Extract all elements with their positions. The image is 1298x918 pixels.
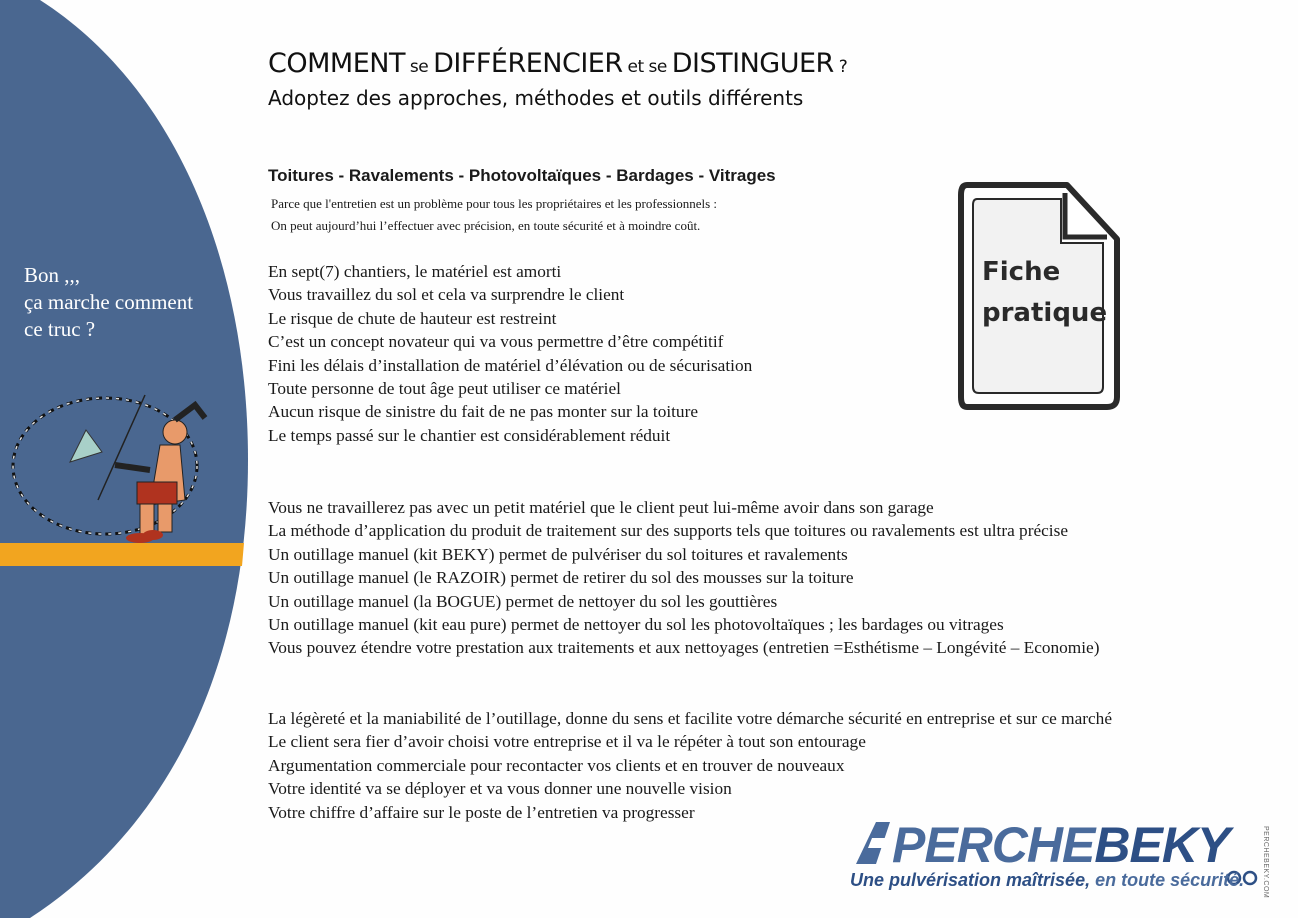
list-item: Aucun risque de sinistre du fait de ne pas monter sur la toiture	[268, 402, 698, 422]
aside-line: Bon ,,,	[24, 263, 81, 287]
list-item: C’est un concept novateur qui va vous permettre d’être compétitif	[268, 332, 724, 352]
list-item: Un outillage manuel (la BOGUE) permet de nettoyer du sol les gouttières	[268, 591, 778, 611]
logo-word: BEKY	[1094, 817, 1230, 873]
list-item: Fini les délais d’installation de matériel d’élévation ou de sécurisation	[268, 355, 753, 375]
list-item: Un outillage manuel (le RAZOIR) permet de retirer du sol des mousses sur la toiture	[268, 568, 854, 588]
intro-text	[271, 193, 717, 237]
list-item: Un outillage manuel (kit BEKY) permet de pulvériser du sol toitures et ravalements	[268, 544, 848, 564]
slogan-part: en toute sécurité.	[1090, 870, 1245, 890]
aside-line: ce truc ?	[24, 317, 96, 341]
list-item: Vous ne travaillerez pas avec un petit matériel que le client peut lui-même avoir dans son garage	[268, 498, 934, 517]
aside-line: ça marche comment	[24, 290, 194, 314]
page-subtitle: Adoptez des approches, méthodes et outils différents	[268, 86, 804, 110]
list-item: En sept(7) chantiers, le matériel est amorti	[268, 262, 562, 281]
categories-heading: Toitures - Ravalements - Photovoltaïques - Bardages - Vitrages	[268, 166, 776, 185]
fiche-label	[982, 252, 1107, 334]
list-item: Le temps passé sur le chantier est considérablement réduit	[268, 425, 671, 445]
list-item: Un outillage manuel (kit eau pure) permet de nettoyer du sol les photovoltaïques ; les bardages ou vitrages	[268, 615, 1004, 635]
orange-stripe	[0, 543, 244, 566]
title-part: ?	[833, 57, 848, 77]
logo-word: PERCHE	[892, 817, 1095, 873]
list-item: Le risque de chute de hauteur est restreint	[268, 308, 557, 328]
benefits-list-3	[268, 707, 1112, 824]
logo-wordmark	[892, 816, 1229, 874]
benefits-list-2	[268, 496, 1099, 660]
title-part: DISTINGUER	[671, 48, 834, 79]
title-part: et se	[622, 57, 672, 77]
title-part: DIFFÉRENCIER	[433, 48, 623, 79]
list-item: Vous pouvez étendre votre prestation aux traitements et aux nettoyages (entretien =Esthétisme – Longévité – Economie)	[268, 638, 1100, 658]
list-item: Toute personne de tout âge peut utiliser ce matériel	[268, 379, 621, 399]
intro-line: Parce que l'entretien est un problème pour tous les propriétaires et les professionnels :	[271, 196, 718, 211]
title-part: COMMENT	[268, 48, 405, 79]
aside-question	[24, 262, 193, 343]
fiche-line: Fiche	[982, 257, 1061, 287]
benefits-list-1	[268, 260, 752, 447]
logo-slogan	[850, 870, 1244, 891]
list-item: Votre chiffre d’affaire sur le poste de l’entretien va progresser	[268, 802, 695, 822]
list-item: La légèreté et la maniabilité de l’outillage, donne du sens et facilite votre démarche sécurité en entreprise et sur ce marché	[268, 709, 1112, 728]
title-part: se	[404, 57, 434, 77]
list-item: Le client sera fier d’avoir choisi votre entreprise et il va le répéter à tout son entourage	[268, 732, 866, 752]
list-item: La méthode d’application du produit de traitement sur des supports tels que toitures ou ravalements est ultra précise	[268, 521, 1068, 541]
slogan-part: Une pulvérisation maîtrisée,	[850, 870, 1091, 890]
page-title	[268, 48, 847, 79]
intro-line: On peut aujourd’hui l’effectuer avec précision, en toute sécurité et à moindre coût.	[271, 218, 701, 233]
list-item: Votre identité va se déployer et va vous donner une nouvelle vision	[268, 779, 732, 799]
fiche-line: pratique	[982, 298, 1108, 328]
list-item: Vous travaillez du sol et cela va surprendre le client	[268, 285, 625, 305]
list-item: Argumentation commerciale pour recontacter vos clients et en trouver de nouveaux	[268, 755, 845, 775]
website-vertical: PERCHEBEKY.COM	[1262, 826, 1269, 899]
